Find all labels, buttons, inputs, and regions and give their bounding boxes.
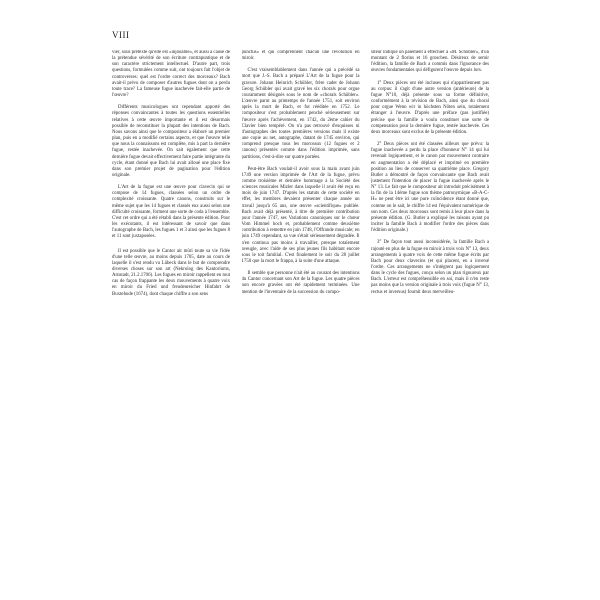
text-columns: [112, 50, 489, 586]
paragraph: Peut-être Bach voulait-il avoir sous la main avant juin 1749 une version imprimée de l'Art de la fugue, prévu comme troisième et dernière hommage à la Société des sciences musicales Mizler dans laquelle il avait été reçu en mois de juin 1747. D'après les statuts de cette société en effet, les membres devaient présenter chaque année un travail jusqu'à 65 ans, une œuvre «scientifique» publiée. Bach avait déjà présenté, à titre de première contribution pour l'année 1747, ses Variations canoniques sur le chœur Vom Himmel hoch et, probablement comme deuxième contribution à remettre en juin 1748, l'Offrande musicale; en juin 1749 cependant, sa vue s'était sérieusement dégradée. Il n'en continua pas moins à travailler, presque totalement aveugle, avec l'aide de ses plus jeunes fils habitant encore sous le toit familial. C'est finalement le soir du 28 juillet 1750 que la mort le frappa, à la suite d'une attaque.: [241, 166, 360, 264]
paragraph: Il est possible que le Cantor ait mûri toute sa vie l'idée d'une telle œuvre, au moins depuis 1705, date au cours de laquelle il s'est rendu vu Lübeck dans le but de comprendre diverses choses sur son art (Nekrolog des Kantoriums, Arnstadt, 21.2.1706). Les fugues en miroir rappellent en tout cas de façon frappante les deux mouvements à quatre voix en miroir du Fried und freudenreicher Hinfahrt de Buxtehude (1674), dont chaque chiffre a son sens: [112, 248, 230, 297]
paragraph: Il semble que personne n'ait été au courant des intentions du Cantor concernant son Art de la fugue. Les quatre pièces non encore gravées ont été rapidement terminées. Une mention de l'inventaire de la succession du compo-: [241, 271, 360, 295]
paragraph: Différents musicologues ont cependant apporté des réponses convaincantes à toutes les questions essentielles relatives à cette œuvre importante et il est désormais possible de reconstituer la plupart des intentions de Bach. Nous savons ainsi que le compositeur a élaboré un premier plan, puis en a modifié certains aspects, et que l'œuvre telle que nous la connaissons est complète, mis à part la dernière fugue, restée inachevée. On sait également que cette dernière fugue devait effectivement faire partie intégrante du cycle, étant donné que Bach lui avait alloué une place fixe dans son premier projet de pagination pour l'édition originale.: [112, 105, 230, 178]
paragraph: 3° De façon tout aussi inconsidérée, la famille Bach a rajouté en plus de la fugue en miroir à trois voix N° 13, deux arrangements à quatre voix de cette même fugue écrits par Bach pour deux clavecins (et qui placent, en a inversé l'ordre. Ces arrangements ne s'intègrent pas logiquement dans le cycle des fugues, conçu selon un plan rigoureux par Bach. L'erreur est compréhensible en soi, mais il n'en reste pas moins que la version originale à trois voix (fugue N° 13, rectus et inversus) fournit deux merveilleu-: [371, 240, 489, 295]
paragraph: punctus» et qui comprennent chacun une révolution en miroir.: [241, 50, 360, 62]
paragraph: C'est vraisemblablement dans l'année qui a précédé sa mort que J.-S. Bach a préparé L'Art de la fugue pour la gravure. Johann Heinrich Schübler, frère cadet de Johann Georg Schübler qui avait gravé les six chorals pour orgue couramment désignés sous le nom de «chorals Schübler». L'œuvre parut au printemps de l'année 1751, soit environ après la mort de Bach, et fut rééditée en 1752. Le compositeur s'est probablement penché sérieusement sur l'œuvre après l'achèvement, en 1742, du 2ème cahier du Clavier bien tempéré. On n'a pas retrouvé d'esquisses ni d'autographes des toutes premières versions mais il existe une copie au net, autographe, datant de 1745 environ, qui comprend presque tous les morceaux (12 fugues et 2 canons) présentés comme dans l'édition imprimée, sans partitions, c'est-à-dire sur quatre portées.: [241, 68, 360, 160]
paragraph: 2° Deux pièces ont été classées ailleurs que prévu: la fugue inachevée a perdu la place d'honneur N° 14 qui lui revenait logiquement, et le canon par mouvement contraire en augmentation a été déplacé et imprimé en première position au lieu de conserver sa quatrième place. Gregory Butler a démontré de façon convaincante que Bach avait justement l'intention de placer la fugue inachevée après le N° 13. Le fait que le compositeur ait introduit précisément à la fin de la 14ème fugue son thème patronymique «B-A-C-H» ne peut être ici une pure coïncidence étant donné que, comme on le sait, le chiffre 14 est l'équivalent numérique de son nom. Ces deux morceaux sont remis à leur place dans la présente édition. (G. Butler a expliqué les raisons ayant pu inciter la famille Bach à modifier l'ordre des pièces dans l'édition originale.): [371, 142, 489, 234]
paragraph: vier, sous prétexte qu'elle est «injouable», et aussi à cause de la prétendue sévérité de son écriture contrapuntique et de son caractère strictement intellectuel. D'autre part, trois questions, formulées comme suit, ont toujours fait l'objet de controverses: quel est l'ordre correct des morceaux? Bach avait-il prévu de composer d'autres fugues dont on a perdu toute trace? La fameuse fugue inachevée fait-elle partie de l'œuvre?: [112, 50, 230, 99]
paragraph: 1° Deux pièces ont été incluses qui n'appartiennent pas au corpus: il s'agit d'une autre version (antérieure) de la fugue N°10, déjà présente sous sa forme définitive, conformément à la révision de Bach, ainsi que du choral pour orgue Wenn wir in höchsten Nöten sein, totalement étranger à l'œuvre. D'après une préface (pas justifiée) précise que la famille a voulu constituer une sorte de compensation pour la dernière fugue, restée inachevée. Ces deux morceaux sont exclus de la présente édition.: [371, 80, 489, 135]
page-number: VIII: [112, 30, 130, 40]
column-right: [371, 50, 489, 586]
column-middle: [242, 50, 360, 586]
column-left: [112, 50, 230, 586]
paragraph: L'Art de la fugue est une œuvre pour clavecin qui se compose de 14 fugues, classées selon un ordre de complexité croissante. Quatre canons, construits sur le même sujet que les 14 fugues et classés eux aussi selon une difficulté croissante, forment une sorte de coda à l'ensemble. C'est cet ordre qui a été rétabli dans la présente édition. Pour les exécutants, il est intéressant de savoir que dans l'autographe de Bach, les fugues 1 et 3 ainsi que les fugues 8 et 11 sont juxtaposées.: [112, 185, 230, 240]
paragraph: siteur indique on paiement à effectuer à «M. Schübler», d'un montant de 2 florins et 16 groschen. Désireux de semir l'édition, la famille de Bach a commis dans l'ignorance des œuvres fondamentales qui défigurent l'œuvre depuis lors.: [371, 50, 489, 74]
